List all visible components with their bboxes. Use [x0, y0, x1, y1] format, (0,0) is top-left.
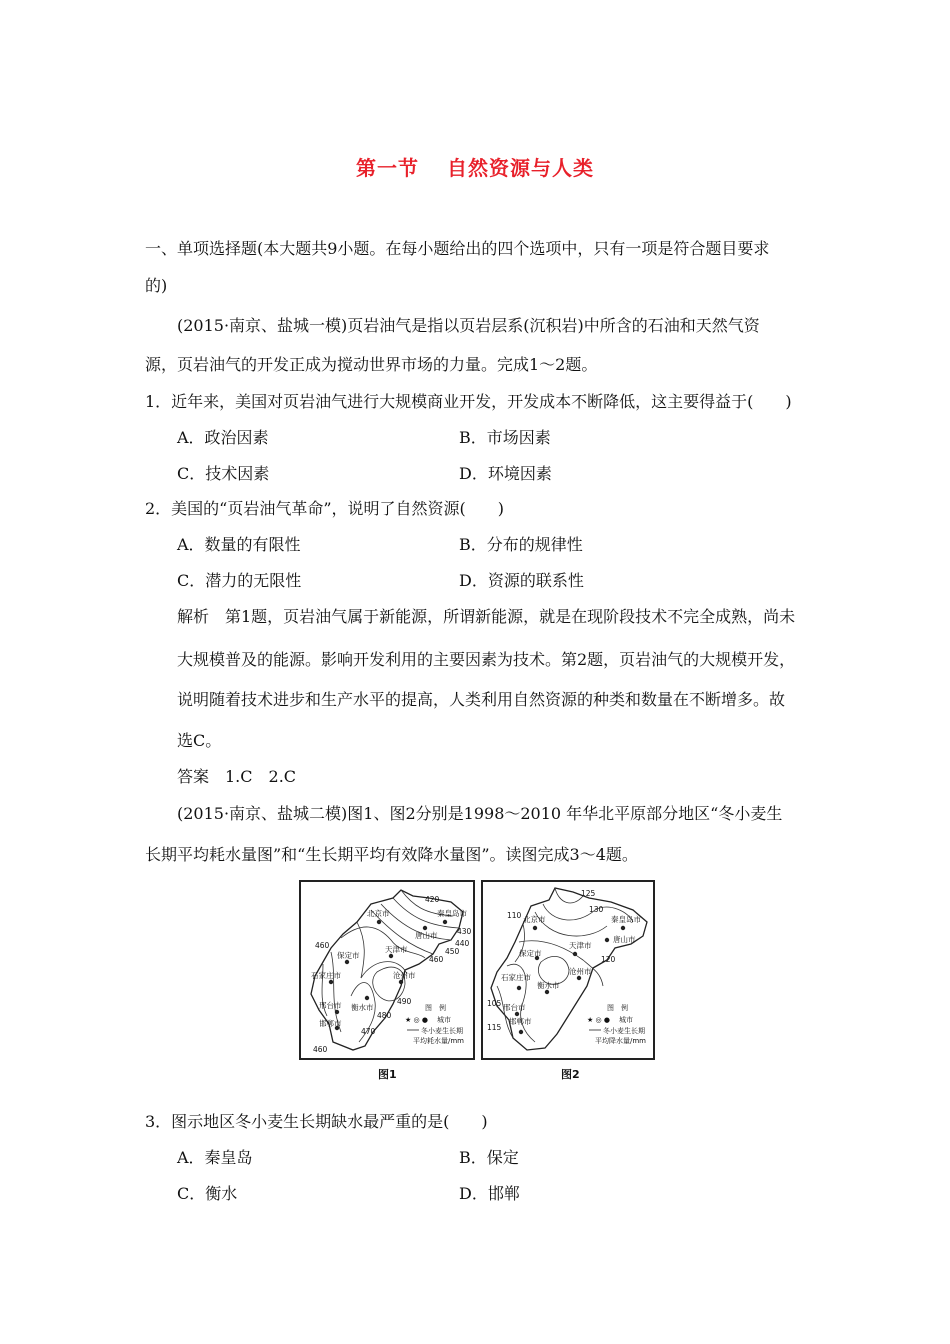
- city-label: 秦皇岛市: [437, 909, 467, 918]
- city-label: 秦皇岛市: [611, 915, 641, 924]
- isoline: [535, 912, 607, 936]
- city-label: 沧州市: [393, 971, 416, 980]
- isoline: [357, 922, 364, 978]
- q1-option-a: A．政治因素: [177, 428, 269, 447]
- isoline-label: 460: [313, 1045, 328, 1054]
- section-heading-line2: 的): [145, 276, 168, 295]
- city-label: 唐山市: [415, 931, 438, 940]
- city-label: 保定市: [337, 951, 360, 960]
- isoline-label: 430: [457, 927, 472, 936]
- analysis-line1: 解析 第1题，页岩油气属于新能源，所谓新能源，就是在现阶段技术不完全成熟，尚未: [177, 607, 796, 626]
- city-label: 沧州市: [569, 967, 592, 976]
- intro2-line1: (2015·南京、盐城二模)图1、图2分别是1998～2010 年华北平原部分地区“冬小麦生: [177, 804, 783, 823]
- legend-title: 图 例: [425, 1004, 446, 1012]
- legend-line1: 冬小麦生长期: [421, 1027, 463, 1035]
- city-label: 北京市: [523, 915, 546, 924]
- city-marker: [545, 990, 549, 994]
- intro1-line1: (2015·南京、盐城一模)页岩油气是指以页岩层系(沉积岩)中所含的石油和天然气资: [177, 316, 760, 335]
- city-marker: [443, 920, 447, 924]
- legend-line1: 冬小麦生长期: [603, 1027, 645, 1035]
- q1-option-b: B．市场因素: [459, 428, 551, 447]
- city-label: 保定市: [519, 949, 542, 958]
- q3-option-b: B．保定: [459, 1148, 519, 1167]
- city-marker: [573, 952, 577, 956]
- title-topic: 自然资源与人类: [447, 156, 594, 180]
- figure2-caption: 图2: [561, 1068, 580, 1081]
- q3-option-c: C．衡水: [177, 1184, 238, 1203]
- legend-line2: 平均降水量/mm: [595, 1037, 646, 1045]
- city-label: 石家庄市: [501, 973, 531, 982]
- city-label: 唐山市: [613, 935, 636, 944]
- figure2-map: [481, 880, 655, 1060]
- city-label: 邯郸市: [509, 1017, 532, 1026]
- title-section-number: 第一节: [356, 156, 419, 180]
- isoline-label: 440: [455, 939, 470, 948]
- isoline-label: 105: [487, 999, 502, 1008]
- figure1-map: [299, 880, 475, 1060]
- city-marker: [621, 926, 625, 930]
- q3-option-a: A．秦皇岛: [177, 1148, 253, 1167]
- city-marker: [519, 1030, 523, 1034]
- intro1-line2: 源，页岩油气的开发正成为搅动世界市场的力量。完成1～2题。: [145, 355, 598, 374]
- figure1-caption: 图1: [378, 1068, 397, 1081]
- city-marker: [605, 938, 609, 942]
- city-marker: [517, 986, 521, 990]
- q1-stem: 1．近年来，美国对页岩油气进行大规模商业开发，开发成本不断降低，这主要得益于( ): [145, 392, 792, 411]
- city-label: 衡水市: [537, 981, 560, 990]
- city-label: 北京市: [367, 909, 390, 918]
- q2-option-b: B．分布的规律性: [459, 535, 583, 554]
- city-label: 邢台市: [503, 1003, 526, 1012]
- figure2-legend: [587, 1003, 646, 1045]
- city-label: 邢台市: [319, 1001, 342, 1010]
- city-marker: [377, 920, 381, 924]
- isoline-label: 110: [507, 911, 522, 920]
- isoline-label: 460: [429, 955, 444, 964]
- isoline-label: 420: [425, 895, 440, 904]
- isoline-label: 450: [445, 947, 460, 956]
- isoline: [555, 888, 583, 903]
- isoline-label: 460: [315, 941, 330, 950]
- legend-line2: 平均耗水量/mm: [413, 1037, 464, 1045]
- q1-option-c: C．技术因素: [177, 464, 270, 483]
- city-marker: [389, 954, 393, 958]
- city-label: 衡水市: [351, 1003, 374, 1012]
- section-heading-line1: 一、单项选择题(本大题共9小题。在每小题给出的四个选项中，只有一项是符合题目要求: [145, 239, 770, 258]
- q2-option-c: C．潜力的无限性: [177, 571, 302, 590]
- city-label: 邯郸市: [319, 1019, 342, 1028]
- city-marker: [345, 960, 349, 964]
- city-label: 天津市: [385, 945, 408, 954]
- analysis-line3: 说明随着技术进步和生产水平的提高，人类利用自然资源的种类和数量在不断增多。故: [177, 690, 786, 709]
- isoline-label: 125: [581, 889, 596, 898]
- isoline-label: 480: [377, 1011, 392, 1020]
- isoline-label: 115: [487, 1023, 502, 1032]
- city-marker: [365, 996, 369, 1000]
- answer-line: 答案 1.C 2.C: [177, 767, 297, 786]
- city-marker: [577, 976, 581, 980]
- city-marker: [335, 1010, 339, 1014]
- analysis-line2: 大规模普及的能源。影响开发利用的主要因素为技术。第2题，页岩油气的大规模开发，: [177, 650, 796, 669]
- legend-city: 城市: [619, 1016, 633, 1024]
- q2-option-a: A．数量的有限性: [177, 535, 301, 554]
- q1-option-d: D．环境因素: [459, 464, 552, 483]
- intro2-line2: 长期平均耗水量图”和“生长期平均有效降水量图”。读图完成3～4题。: [145, 845, 638, 864]
- legend-title: 图 例: [607, 1004, 628, 1012]
- figure1-svg: [301, 882, 473, 1058]
- figure1-legend: [405, 1003, 464, 1045]
- q3-stem: 3．图示地区冬小麦生长期缺水最严重的是( ): [145, 1112, 488, 1131]
- city-marker: [515, 1012, 519, 1016]
- figure2-svg: [483, 882, 653, 1058]
- isoline-label: 130: [589, 905, 604, 914]
- isoline-label: 470: [361, 1027, 376, 1036]
- isoline-label: 490: [397, 997, 412, 1006]
- city-marker: [423, 926, 427, 930]
- isoline-label: 120: [601, 955, 616, 964]
- legend-city: 城市: [437, 1016, 451, 1024]
- legend-symbols: ★ ◎ ●: [405, 1016, 428, 1024]
- page-title: [0, 152, 950, 181]
- city-label: 石家庄市: [311, 971, 341, 980]
- q3-option-d: D．邯郸: [459, 1184, 520, 1203]
- city-marker: [533, 926, 537, 930]
- analysis-line4: 选C。: [177, 731, 222, 750]
- city-label: 天津市: [569, 941, 592, 950]
- city-marker: [399, 980, 403, 984]
- legend-symbols: ★ ◎ ●: [587, 1016, 610, 1024]
- q2-stem: 2．美国的“页岩油气革命”，说明了自然资源( ): [145, 499, 505, 518]
- city-marker: [329, 980, 333, 984]
- q2-option-d: D．资源的联系性: [459, 571, 584, 590]
